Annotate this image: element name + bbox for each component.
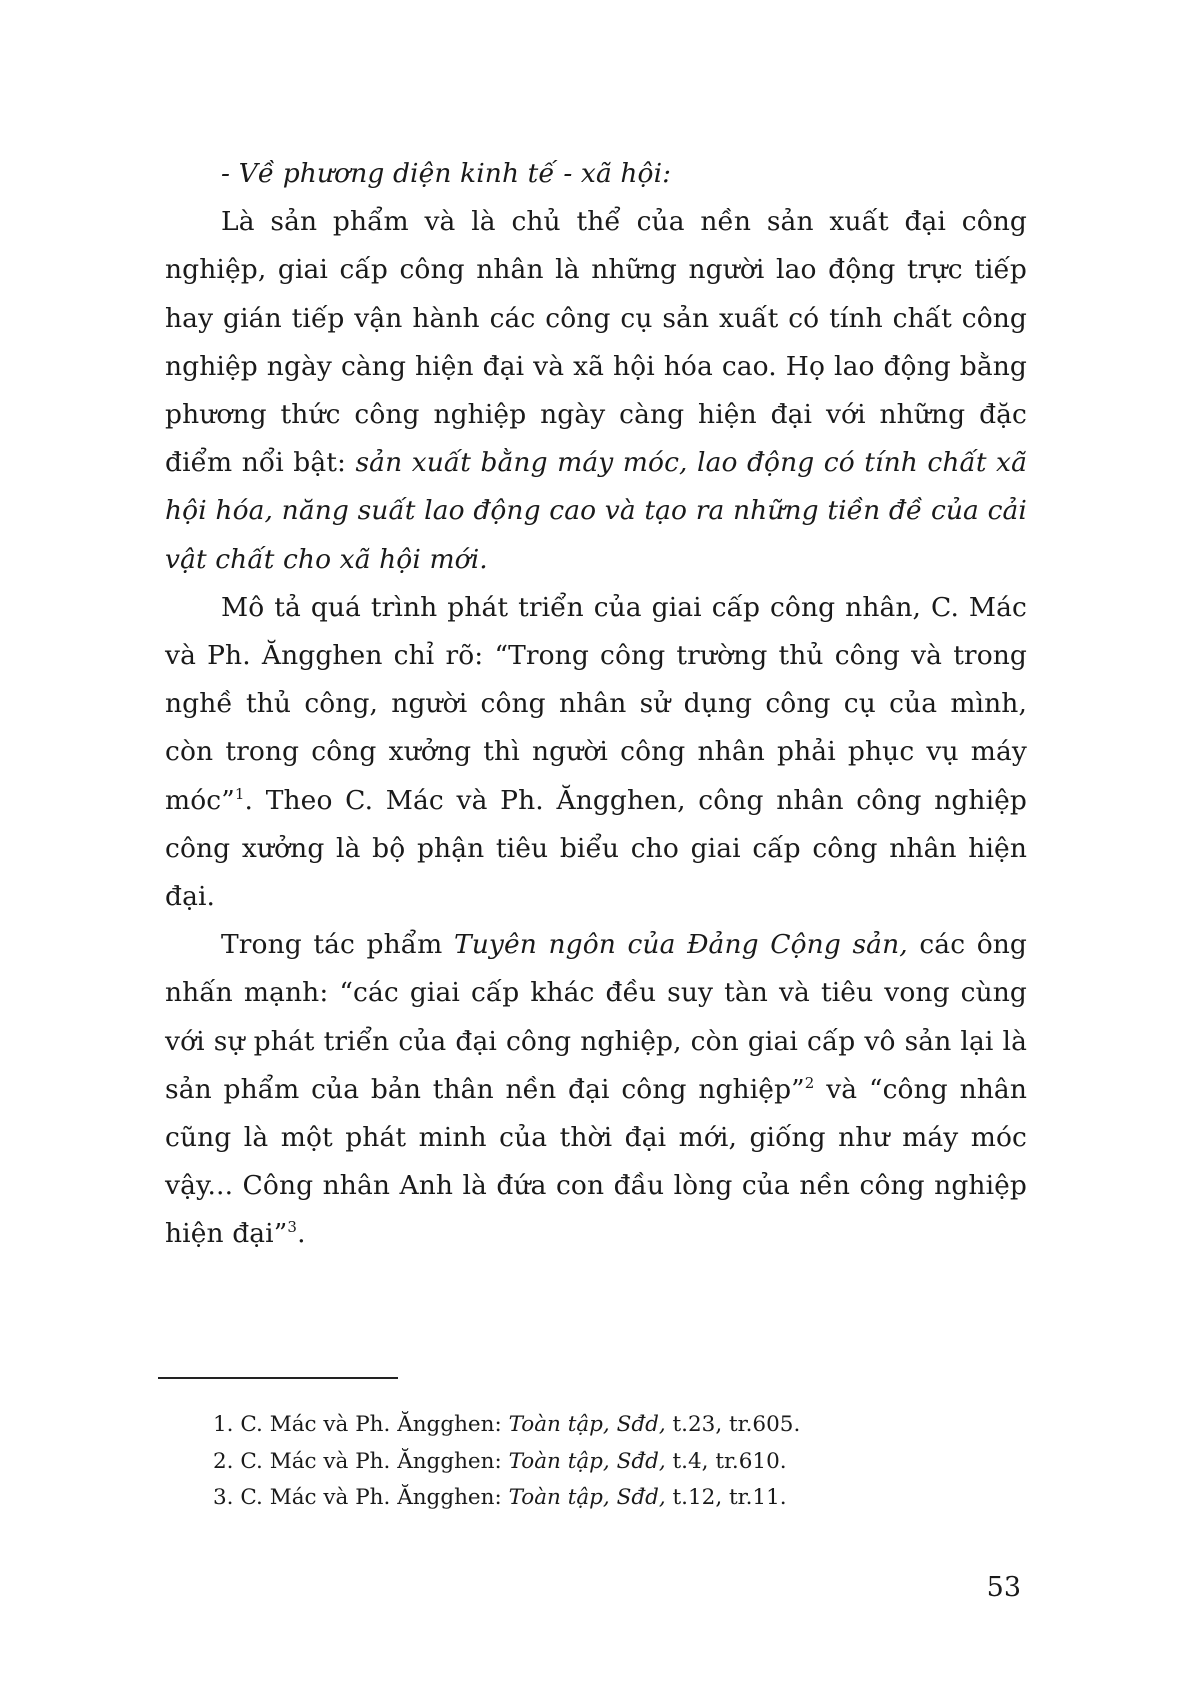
footnote-3-title: Toàn tập, Sđd, (508, 1485, 666, 1510)
page-number: 53 (986, 1572, 1021, 1603)
paragraph-2-text-a: Mô tả quá trình phát triển của giai cấp công nhân, C. Mác và Ph. Ăngghen chỉ rõ: “Trong công trường thủ công và trong nghề thủ công, người công nhân sử dụng công cụ của mình, còn trong công xưởng thì người công nhân phải phục vụ máy móc” (165, 591, 1027, 816)
footnote-2-location: t.4, tr.610. (665, 1448, 787, 1474)
footnote-2-author: 2. C. Mác và Ph. Ăngghen: (213, 1448, 509, 1474)
paragraph-3-text-c: và “công nhân cũng là một phát minh của thời đại mới, giống như máy móc vậy... Công nhân Anh là đứa con đầu lòng của nền công nghiệp hiện đại” (165, 1073, 1027, 1250)
footnote-1-author: 1. C. Mác và Ph. Ăngghen: (213, 1412, 509, 1437)
footnote-3-author: 3. C. Mác và Ph. Ăngghen: (213, 1485, 509, 1510)
footnote-divider (158, 1377, 398, 1379)
footnote-ref-1: 1 (234, 784, 245, 803)
paragraph-3-text-a: Trong tác phẩm (221, 929, 454, 961)
footnote-1-title: Toàn tập, Sđd, (508, 1412, 666, 1437)
paragraph-1-text: Là sản phẩm và là chủ thể của nền sản xuất đại công nghiệp, giai cấp công nhân là những người lao động trực tiếp hay gián tiếp vận hành các công cụ sản xuất có tính chất công nghiệp ngày càng hiện đại và xã hội hóa cao. Họ lao động bằng phương thức công nghiệp ngày càng hiện đại với những đặc điểm nổi bật: (165, 206, 1027, 479)
footnote-ref-2: 2 (804, 1074, 815, 1093)
footnote-3 (213, 1480, 1013, 1517)
section-heading: - Về phương diện kinh tế - xã hội: (221, 158, 672, 189)
footnote-1 (213, 1407, 1013, 1444)
paragraph-3-text-d: . (297, 1218, 306, 1250)
paragraph-1-italic: sản xuất bằng máy móc, lao động có tính chất xã hội hóa, năng suất lao động cao và tạo ra những tiền đề của cải vật chất cho xã hội mới. (165, 447, 1027, 575)
paragraph-2 (165, 584, 1027, 921)
footnote-2-title: Toàn tập, Sđd, (508, 1448, 666, 1474)
work-title: Tuyên ngôn của Đảng Cộng sản, (453, 929, 908, 961)
footnote-3-location: t.12, tr.11. (665, 1485, 787, 1510)
paragraph-2-text-b: . Theo C. Mác và Ph. Ăngghen, công nhân công nghiệp công xưởng là bộ phận tiêu biểu cho giai cấp công nhân hiện đại. (165, 784, 1027, 913)
footnotes (213, 1407, 1013, 1517)
paragraph-1 (165, 198, 1027, 584)
footnote-ref-3: 3 (287, 1218, 298, 1237)
paragraph-3 (165, 921, 1027, 1258)
body-text (165, 150, 1027, 1259)
footnote-1-location: t.23, tr.605. (665, 1412, 801, 1437)
footnote-2 (213, 1444, 1013, 1481)
paragraph-3-text-b: các ông nhấn mạnh: “các giai cấp khác đều suy tàn và tiêu vong cùng với sự phát triển của đại công nghiệp, còn giai cấp vô sản lại là sản phẩm của bản thân nền đại công nghiệp” (165, 929, 1027, 1105)
